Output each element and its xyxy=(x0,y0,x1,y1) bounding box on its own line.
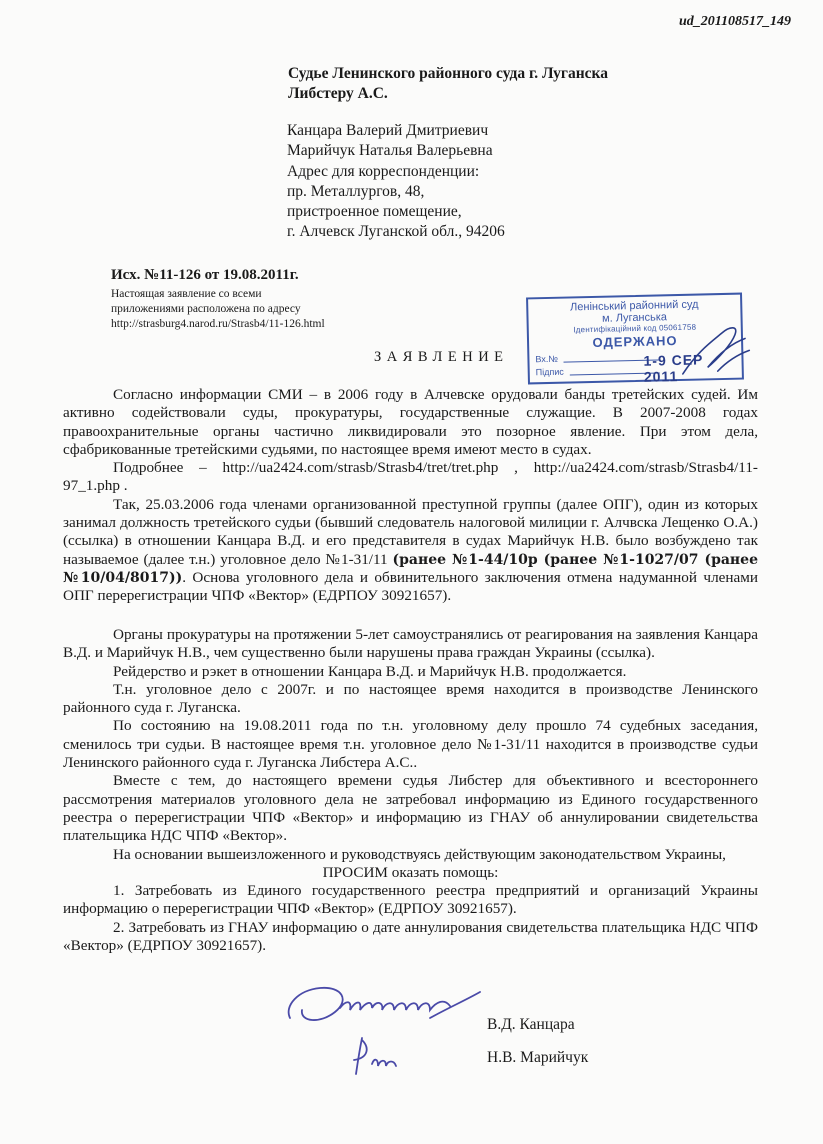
stamp-date: 1-9 СЕР 2011 xyxy=(643,351,704,385)
paragraph: Т.н. уголовное дело с 2007г. и по настоящее время находится в производстве Ленинского районного суда г. Луганска. xyxy=(63,680,758,717)
request-heading: ПРОСИМ оказать помощь: xyxy=(322,863,499,881)
paragraph: На основании вышеизложенного и руководствуясь действующим законодательством Украины, xyxy=(113,845,726,863)
paragraph: Органы прокуратуры на протяжении 5-лет самоустранялись от реагирования на заявления Канцара В.Д. и Марийчук Н.В., чем существенно были нарушены права граждан Украины (ссылка). xyxy=(63,626,758,662)
paragraph: Вместе с тем, до настоящего времени судья Либстер для объективного и всестороннего рассмотрения материалов уголовного дела не затребовал информацию из Единого государственного реестра о перерегистрации ЧПФ «Вектор» и информацию из ГНАУ об аннулировании свидетельства плательщика НДС ЧПФ «Вектор». xyxy=(63,772,758,845)
stamp-court-name: Ленінський районний суд xyxy=(569,298,699,314)
document-id: ud_201108517_149 xyxy=(678,14,791,29)
signature-mariychuk-icon xyxy=(340,1030,410,1080)
stamp-city: м. Луганська xyxy=(601,311,668,325)
sender-line: Марийчук Наталья Валерьевна xyxy=(287,142,493,160)
stamp-sign-label: Підпис xyxy=(535,366,564,378)
body-part-2 xyxy=(63,626,758,955)
body-part-1 xyxy=(63,386,758,606)
note-line: http://strasburg4.narod.ru/Strasb4/11-126.html xyxy=(111,318,325,330)
sender-line: пр. Металлургов, 48, xyxy=(287,182,425,200)
sender-line: г. Алчевск Луганской обл., 94206 xyxy=(287,223,505,241)
paragraph: По состоянию на 19.08.2011 года по т.н. уголовному делу прошло 74 судебных заседания, сменилось три судьи. В настоящее время т.н. уголовное дело №1-31/11 находится в производстве судьи Ленинского районного суда г. Луганска Либстера А.С.. xyxy=(63,717,758,772)
sender-line: Канцара Валерий Дмитриевич xyxy=(287,122,489,139)
request-item: 1. Затребовать из Единого государственного реестра предприятий и организаций Украины информацию о перерегистрации ЧПФ «Вектор» (ЕДРПОУ 30921657). xyxy=(63,882,758,918)
outgoing-note xyxy=(111,287,401,332)
paragraph: Подробнее – http://ua2424.com/strasb/Strasb4/tret/tret.php , http://ua2424.com/strasb/Strasb4/11-97_1.php . xyxy=(63,459,758,495)
sender-line: пристроенное помещение, xyxy=(287,203,462,221)
court-receipt-stamp xyxy=(526,293,744,385)
paragraph xyxy=(63,496,758,606)
sender-block xyxy=(287,121,505,243)
paragraph-text: Так, 25.03.2006 года членами организованной преступной группы (далее ОПГ), один из которых занимал должность третейского судьи (бывший следователь налоговой милиции г. Алчвска Лещенко О.А.) (ссылка) в отношении Канцара В.Д. и его представителя в судах Марийчук Н.В. было возбуждено так называемое (далее т.н.) уголовное дело №1-31/11 xyxy=(63,495,758,568)
case-numbers-bold: (ранее №1-44/10р (ранее №1-1027/07 (ранее №10/04/8017)) xyxy=(63,551,758,586)
addressee-block xyxy=(288,64,608,104)
paragraph-text: . Основа уголовного дела и обвинительного заключения отмена надуманной членами ОПГ перерегистрации ЧПФ «Вектор» (ЕДРПОУ 30921657). xyxy=(63,568,758,605)
addressee-line: Судье Ленинского районного суда г. Луганска xyxy=(288,65,608,82)
stamp-signature-icon xyxy=(677,320,753,382)
paragraph: Рейдерство и рэкет в отношении Канцара В.Д. и Марийчук Н.В. продолжается. xyxy=(113,662,627,680)
outgoing-number: Исх. №11-126 от 19.08.2011г. xyxy=(111,267,299,283)
sender-line: Адрес для корреспонденции: xyxy=(287,162,480,180)
signatory-name: В.Д. Канцара xyxy=(487,1016,575,1033)
stamp-received: ОДЕРЖАНО xyxy=(592,333,678,350)
addressee-line: Либстеру А.С. xyxy=(288,85,388,102)
signatory-name: Н.В. Марийчук xyxy=(487,1049,589,1066)
paragraph: Согласно информации СМИ – в 2006 году в Алчевске орудовали банды третейских судей. Им активно содействовали суды, прокуратуры, государственные служащие. В 2007-2008 годах правоохранительные органы частично ликвидировали это позорное явление. При этом дела, сфабрикованные третейскими судьями, по настоящее время имеют место в судах. xyxy=(63,386,758,458)
document-title: ЗАЯВЛЕНИЕ xyxy=(374,349,509,365)
stamp-in-label: Вх.№ xyxy=(535,353,559,365)
note-line: приложениями расположена по адресу xyxy=(111,303,301,315)
request-item: 2. Затребовать из ГНАУ информацию о дате аннулирования свидетельства плательщика НДС ЧПФ «Вектор» (ЕДРПОУ 30921657). xyxy=(63,918,758,955)
note-line: Настоящая заявление со всеми xyxy=(111,288,262,300)
stamp-id-code: Ідентифікаційний код 05061758 xyxy=(573,322,697,335)
